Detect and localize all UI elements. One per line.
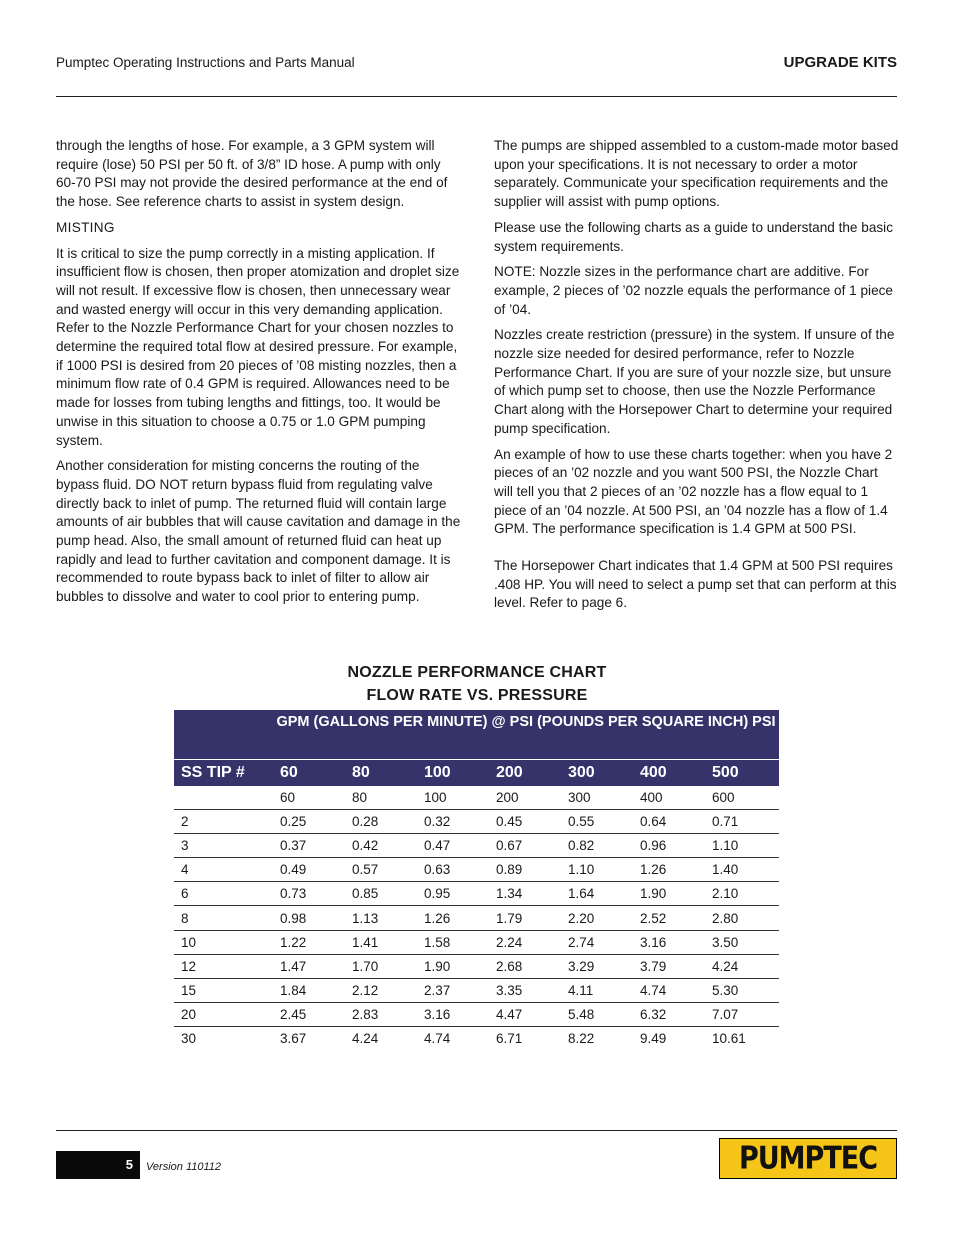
flow-cell: 0.82 bbox=[561, 834, 633, 858]
chart-subtitle: FLOW RATE VS. PRESSURE bbox=[366, 687, 588, 704]
flow-cell: 5.30 bbox=[705, 978, 779, 1002]
flow-cell: 0.25 bbox=[273, 810, 345, 834]
flow-cell: 4.74 bbox=[424, 1030, 451, 1046]
psi-header: 200 bbox=[489, 760, 561, 787]
paragraph-motor: The pumps are shipped assembled to a custom-made motor based upon your specifications. It is not necessary to order a motor separately. Communicate your specification requirements and the supplier will assist with pump options. bbox=[494, 138, 899, 210]
flow-cell: 1.90 bbox=[633, 882, 705, 906]
psi-header: 500 bbox=[705, 760, 779, 787]
nozzle-performance-table bbox=[174, 710, 779, 1050]
flow-cell: 1.79 bbox=[489, 906, 561, 930]
flow-cell: 1.34 bbox=[489, 882, 561, 906]
flow-cell: 2.20 bbox=[561, 906, 633, 930]
tip-cell: 2 bbox=[174, 810, 273, 834]
psi-header: 100 bbox=[417, 760, 489, 787]
paragraph-horsepower: The Horsepower Chart indicates that 1.4 GPM at 500 PSI requires .408 HP. You will need to select a pump set that can perform at this level. Refer to page 6. bbox=[494, 558, 897, 611]
paragraph-misting-sizing: It is critical to size the pump correctly in a misting application. If insufficient flow is chosen, then proper atomization and droplet size will not result. If excessive flow is chosen, then unnecessary wear and wasted energy will occur in this very demanding application. Refer to the Nozzle Performance Chart for your chosen nozzles to determine the required total flow at desired pressure. For example, if 1000 PSI is desired from 20 pieces of ’08 misting nozzles, then a minimum flow rate of 0.4 GPM is required. Allowances need to be made for losses from tubing lengths and fittings, too. It would be unwise in this situation to choose a 0.75 or 1.0 GPM pumping system. bbox=[56, 245, 460, 448]
psi-header: 60 bbox=[273, 760, 345, 787]
flow-cell: 2.68 bbox=[489, 954, 561, 978]
flow-cell: 7.07 bbox=[705, 1002, 779, 1026]
flow-cell: 2.52 bbox=[633, 906, 705, 930]
flow-cell: 0.67 bbox=[489, 834, 561, 858]
table-row bbox=[174, 906, 779, 930]
flow-cell: 60 bbox=[273, 786, 345, 810]
flow-cell: 4.47 bbox=[489, 1002, 561, 1026]
table-row bbox=[174, 834, 779, 858]
flow-cell: 10.61 bbox=[712, 1030, 746, 1046]
gpm-band-label: GPM (GALLONS PER MINUTE) @ PSI (POUNDS PER SQUARE INCH) PSI bbox=[273, 710, 779, 760]
flow-cell: 1.90 bbox=[417, 954, 489, 978]
psi-header: 400 bbox=[633, 760, 705, 787]
tip-cell: 12 bbox=[174, 954, 273, 978]
flow-cell: 1.10 bbox=[705, 834, 779, 858]
manual-title: Pumptec Operating Instructions and Parts Manual bbox=[56, 55, 355, 70]
flow-cell: 1.26 bbox=[633, 858, 705, 882]
flow-cell: 100 bbox=[417, 786, 489, 810]
paragraph-note-additive: NOTE: Nozzle sizes in the performance chart are additive. For example, 2 pieces of ’02 nozzle equals the performance of 1 piece of ’04. bbox=[494, 264, 893, 317]
flow-cell: 1.26 bbox=[417, 906, 489, 930]
tip-cell: 8 bbox=[174, 906, 273, 930]
flow-cell: 2.37 bbox=[417, 978, 489, 1002]
flow-cell: 0.55 bbox=[561, 810, 633, 834]
flow-cell: 3.67 bbox=[280, 1030, 307, 1046]
page-number-box bbox=[56, 1151, 140, 1179]
right-column bbox=[494, 137, 899, 620]
paragraph-nozzle-restriction: Nozzles create restriction (pressure) in the system. If unsure of the nozzle size needed for desired performance, refer to Nozzle Performance Chart. If you are sure of your nozzle size, but unsure of which pump set to choose, then use the Nozzle Performance Chart along with the Horsepower Chart to determine your required pump specification. bbox=[494, 327, 895, 436]
flow-cell: 2.80 bbox=[705, 906, 779, 930]
tip-cell bbox=[174, 786, 273, 810]
flow-cell: 4.24 bbox=[705, 954, 779, 978]
chart-title: NOZZLE PERFORMANCE CHART bbox=[347, 664, 607, 681]
flow-cell: 400 bbox=[633, 786, 705, 810]
flow-cell: 0.96 bbox=[633, 834, 705, 858]
flow-cell: 2.45 bbox=[273, 1002, 345, 1026]
flow-cell: 3.79 bbox=[633, 954, 705, 978]
flow-cell: 3.35 bbox=[489, 978, 561, 1002]
flow-cell: 8.22 bbox=[568, 1030, 595, 1046]
table-row bbox=[174, 858, 779, 882]
flow-cell: 0.45 bbox=[489, 810, 561, 834]
flow-cell: 6.32 bbox=[633, 1002, 705, 1026]
left-column bbox=[56, 137, 462, 614]
flow-cell: 4.24 bbox=[352, 1030, 379, 1046]
flow-cell: 200 bbox=[489, 786, 561, 810]
flow-cell: 2.74 bbox=[561, 930, 633, 954]
table-row bbox=[174, 978, 779, 1002]
flow-cell: 300 bbox=[561, 786, 633, 810]
flow-cell: 3.50 bbox=[705, 930, 779, 954]
flow-cell: 0.98 bbox=[273, 906, 345, 930]
flow-cell: 1.13 bbox=[345, 906, 417, 930]
header-divider bbox=[56, 96, 897, 97]
flow-cell: 2.83 bbox=[345, 1002, 417, 1026]
flow-cell: 0.63 bbox=[417, 858, 489, 882]
tip-cell: 10 bbox=[174, 930, 273, 954]
table-row bbox=[174, 1002, 779, 1026]
ss-tip-header: SS TIP # bbox=[174, 760, 273, 787]
paragraph-example: An example of how to use these charts together: when you have 2 pieces of an ’02 nozzle and you want 500 PSI, the Nozzle Chart will tell you that 2 pieces of an ’02 nozzle has a flow equal to 1 piece of an ’04 nozzle. At 500 PSI, an ’04 nozzle has a flow of 1.4 GPM. The performance specification is 1.4 GPM at 500 PSI. bbox=[494, 446, 893, 537]
pumptec-logo bbox=[719, 1138, 897, 1179]
flow-cell: 1.47 bbox=[273, 954, 345, 978]
tip-cell: 3 bbox=[174, 834, 273, 858]
page-number: 5 bbox=[125, 1157, 133, 1172]
flow-cell: 3.29 bbox=[561, 954, 633, 978]
flow-cell: 9.49 bbox=[640, 1030, 667, 1046]
flow-cell: 0.95 bbox=[417, 882, 489, 906]
flow-cell: 1.40 bbox=[705, 858, 779, 882]
flow-cell: 4.11 bbox=[561, 978, 633, 1002]
flow-cell: 0.37 bbox=[273, 834, 345, 858]
flow-cell: 5.48 bbox=[561, 1002, 633, 1026]
psi-header: 300 bbox=[561, 760, 633, 787]
tip-cell: 6 bbox=[174, 882, 273, 906]
flow-cell: 1.84 bbox=[273, 978, 345, 1002]
table-row bbox=[174, 954, 779, 978]
table-body bbox=[174, 786, 779, 1050]
flow-cell: 0.28 bbox=[345, 810, 417, 834]
flow-cell: 0.57 bbox=[345, 858, 417, 882]
tip-cell: 15 bbox=[174, 978, 273, 1002]
tip-cell: 4 bbox=[174, 858, 273, 882]
table-row bbox=[174, 786, 779, 810]
flow-cell: 0.85 bbox=[345, 882, 417, 906]
flow-cell: 600 bbox=[705, 786, 779, 810]
table-row bbox=[174, 930, 779, 954]
flow-cell: 1.58 bbox=[417, 930, 489, 954]
flow-cell: 6.71 bbox=[496, 1030, 523, 1046]
flow-cell: 0.71 bbox=[705, 810, 779, 834]
flow-cell: 0.47 bbox=[417, 834, 489, 858]
flow-cell: 0.89 bbox=[489, 858, 561, 882]
flow-cell: 1.64 bbox=[561, 882, 633, 906]
flow-cell: 3.16 bbox=[417, 1002, 489, 1026]
flow-cell: 0.49 bbox=[273, 858, 345, 882]
tip-cell: 20 bbox=[174, 1002, 273, 1026]
table-row bbox=[174, 1026, 779, 1050]
flow-cell: 0.32 bbox=[417, 810, 489, 834]
flow-cell: 2.24 bbox=[489, 930, 561, 954]
table-row bbox=[174, 882, 779, 906]
psi-header: 80 bbox=[345, 760, 417, 787]
footer-divider bbox=[56, 1130, 897, 1131]
tip-cell: 30 bbox=[181, 1030, 197, 1046]
band-empty-cell bbox=[174, 710, 273, 760]
flow-cell: 2.10 bbox=[705, 882, 779, 906]
flow-cell: 0.64 bbox=[633, 810, 705, 834]
section-title: UPGRADE KITS bbox=[783, 54, 897, 71]
paragraph-bypass-routing: Another consideration for misting concerns the routing of the bypass fluid. DO NOT return bypass fluid from regulating valve directly back to inlet of pump. The returned fluid will contain large amounts of air bubbles that will cause cavitation and damage in the pump head. Also, the small amount of returned fluid can heat up rapidly and lead to further cavitation and component damage. It is recommended to route bypass back to inlet of filter to allow air bubbles to dissolve and water to cool prior to entering pump. bbox=[56, 458, 461, 605]
paragraph-hose-loss: through the lengths of hose. For example, a 3 GPM system will require (lose) 50 PSI per 50 ft. of 3/8” ID hose. A pump with only 60-70 PSI may not provide the desired performance at the end of the hose. See reference charts to assist in system design. bbox=[56, 138, 448, 210]
subheading-misting: MISTING bbox=[56, 219, 115, 235]
flow-cell: 1.22 bbox=[273, 930, 345, 954]
flow-cell: 1.70 bbox=[345, 954, 417, 978]
flow-cell: 3.16 bbox=[633, 930, 705, 954]
table-row bbox=[174, 810, 779, 834]
flow-cell: 0.42 bbox=[345, 834, 417, 858]
version-label: Version 110112 bbox=[146, 1161, 222, 1173]
flow-cell: 2.12 bbox=[345, 978, 417, 1002]
flow-cell: 4.74 bbox=[633, 978, 705, 1002]
flow-cell: 80 bbox=[345, 786, 417, 810]
flow-cell: 0.73 bbox=[273, 882, 345, 906]
flow-cell: 1.10 bbox=[561, 858, 633, 882]
logo-wordmark: PUMPTEC bbox=[738, 1140, 878, 1177]
paragraph-charts-guide: Please use the following charts as a guide to understand the basic system requirements. bbox=[494, 219, 894, 254]
flow-cell: 1.41 bbox=[345, 930, 417, 954]
